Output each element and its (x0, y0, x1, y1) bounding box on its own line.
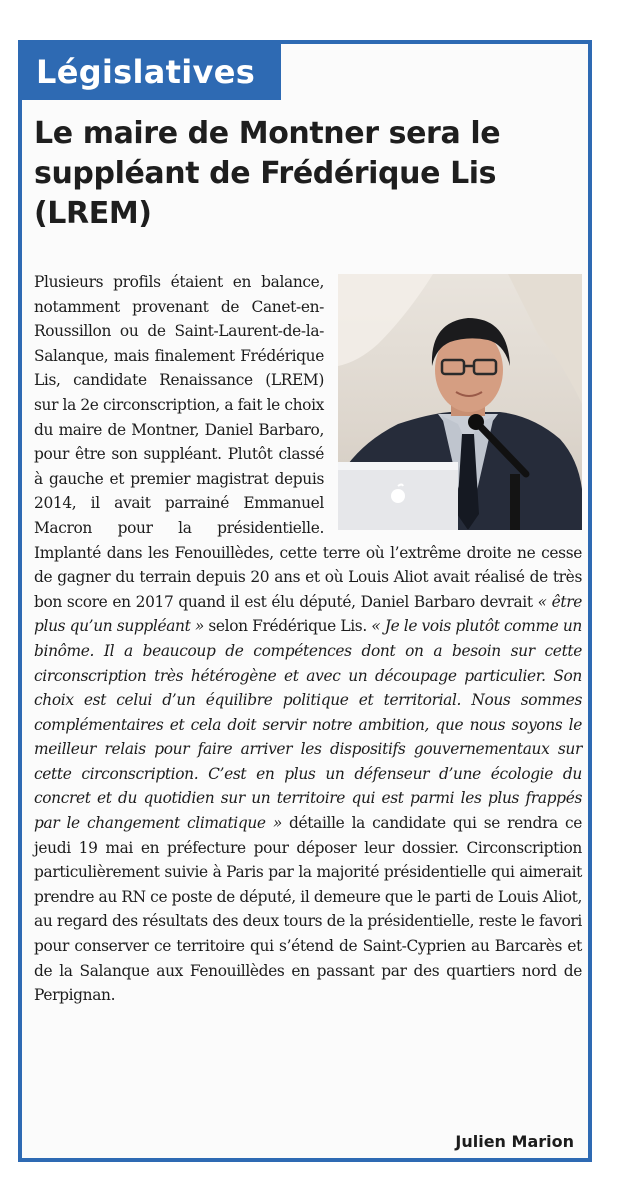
article-frame (18, 40, 592, 1162)
article-headline: Le maire de Montner sera le suppléant de Frédérique Lis (LREM) (34, 116, 501, 231)
speaker-illustration (338, 274, 582, 530)
author-byline: Julien Marion (455, 1132, 574, 1151)
section-rubric: Législatives (22, 44, 281, 100)
article-text-part1: Plusieurs profils étaient en balance, notamment provenant de Canet-en-Roussillon ou de Saint-Laurent-de-la-Salanque, mais finalement Frédérique Lis, candidate Renaissance (LREM) sur la 2e circonscription, a fait le choix du maire de Montner, Daniel Barbaro, pour être son suppléant. Plutôt classé à gauche et premier magistrat depuis 2014, il avait parrainé Emmanuel Macron pour la présidentielle. Implanté dans les Fenouillèdes, cette terre où l’extrême droite ne cesse de gagner du terrain depuis 20 ans et où Louis Aliot avait réalisé de très bon score en 2017 quand il est élu député, Daniel Barbaro devrait (34, 273, 582, 611)
article-text-part2: selon Frédérique Lis. (203, 617, 372, 636)
article-text-part3: détaille la candidate qui se rendra ce jeudi 19 mai en préfecture pour déposer leur dossier. Circonscription particulièrement suivie à Paris par la majorité présidentielle qui aimerait prendre au RN ce poste de député, il demeure que le parti de Louis Aliot, au regard des résultats des deux tours de la présidentielle, reste le favori pour conserver ce territoire qui s’étend de Saint-Cyprien au Barcarès et de la Salanque aux Fenouillèdes en passant par des quartiers nord de Perpignan. (34, 814, 582, 1005)
article-body (34, 270, 582, 1008)
article-quote-short: « être plus qu’un suppléant » (34, 592, 583, 636)
speaker-photo (338, 274, 582, 530)
article-quote-long: « Je le vois plutôt comme un binôme. Il a beaucoup de compétences dont on a besoin sur cette circonscription très hétérogène et avec un découpage particulier. Son choix est celui d’un équilibre politique et territorial. Nous sommes complémentaires et cela doit servir notre ambition, que nous soyons le meilleur relais pour faire arriver les dispositifs gouvernementaux sur cette circonscription. C’est en plus un défenseur d’une écologie du concret et du quotidien sur un territoire qui est parmi les plus frappés par le changement climatique » (34, 617, 582, 833)
